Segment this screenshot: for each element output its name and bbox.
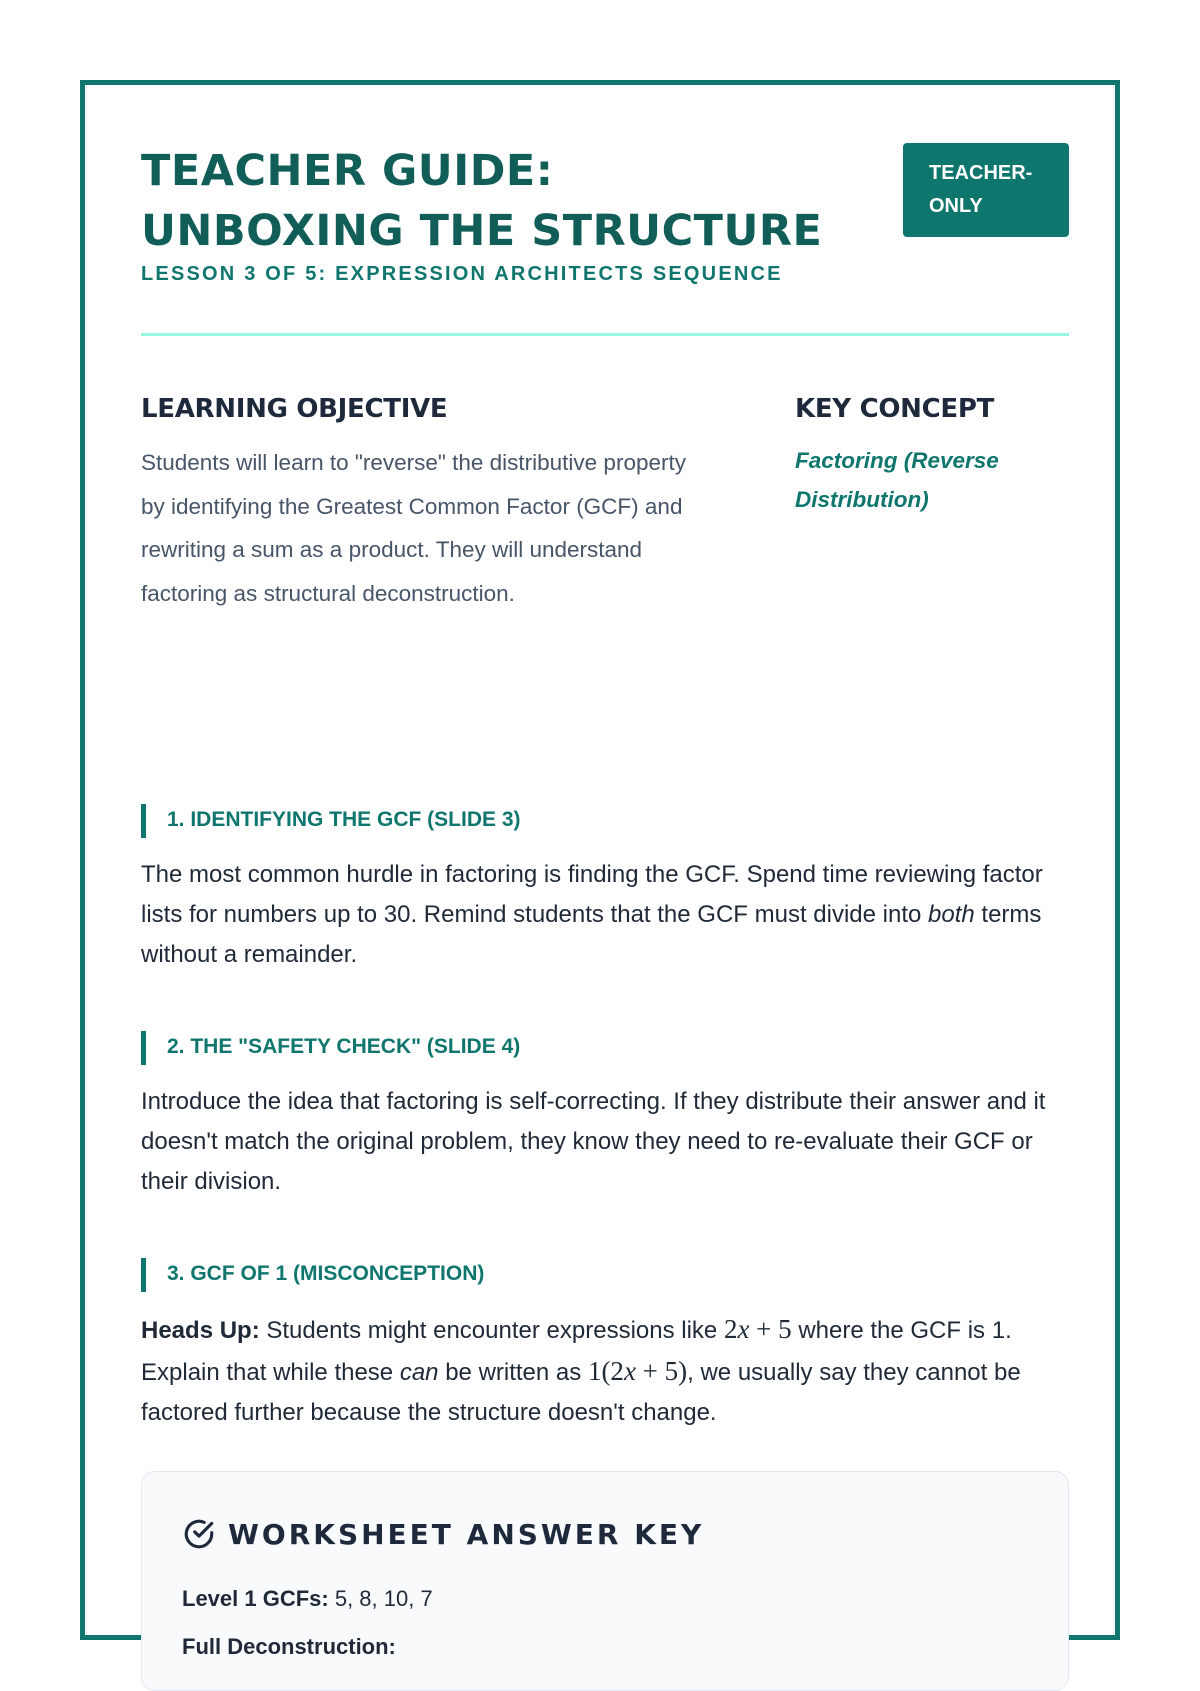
answer-key-title: WORKSHEET ANSWER KEY xyxy=(228,1517,705,1551)
math-expression-2x-plus-5 xyxy=(724,1314,792,1344)
section-identifying-gcf xyxy=(141,803,1069,975)
key-concept-text: Factoring (Reverse Distribution) xyxy=(795,448,999,512)
section-heading: 1. IDENTIFYING THE GCF (SLIDE 3) xyxy=(141,803,1069,837)
guide-header xyxy=(141,141,1069,291)
math-coefficient: 2 xyxy=(723,1314,738,1344)
full-deconstruction xyxy=(182,1632,396,1662)
heads-up-label: Heads Up: xyxy=(141,1317,260,1344)
section-text-part: where the GCF is 1. Explain that while these xyxy=(141,1317,1012,1386)
section-heading: 3. GCF OF 1 (MISCONCEPTION) xyxy=(141,1257,1069,1291)
section-emphasis: both xyxy=(928,901,975,928)
key-concept xyxy=(795,389,1069,519)
teacher-only-badge: TEACHER-ONLY xyxy=(903,143,1069,237)
section-text-part: , we usually say they cannot be factored further because the structure doesn't change. xyxy=(141,1359,1021,1426)
check-circle-icon xyxy=(182,1517,216,1551)
section-emphasis: can xyxy=(399,1359,439,1386)
title-line-2: UNBOXING THE STRUCTURE xyxy=(141,206,823,256)
learning-objective-heading: LEARNING OBJECTIVE xyxy=(141,394,448,424)
section-text-part: Students might encounter expressions like xyxy=(259,1317,724,1344)
guide-content xyxy=(141,141,1069,1659)
full-deconstruction-label: Full Deconstruction: xyxy=(182,1634,396,1659)
level1-gcfs xyxy=(182,1584,433,1614)
section-text xyxy=(141,1309,1069,1433)
key-concept-heading: KEY CONCEPT xyxy=(795,394,995,424)
section-gcf-of-one xyxy=(141,1257,1069,1433)
header-divider xyxy=(141,333,1069,336)
level1-value: 5, 8, 10, 7 xyxy=(328,1586,433,1611)
section-text-part: be written as xyxy=(438,1359,588,1386)
math-prefix: 1(2 xyxy=(587,1356,624,1386)
section-text-part: terms without a remainder. xyxy=(141,901,1042,968)
level1-label: Level 1 GCFs: xyxy=(182,1586,329,1611)
learning-objective-text: Students will learn to "reverse" the distributive property by identifying the Greatest Common Factor (GCF) and rewriting a sum as a product. They will understand factoring as structural deconstruction. xyxy=(141,450,686,606)
section-text xyxy=(141,855,1069,975)
math-variable: x xyxy=(623,1356,636,1386)
section-heading: 2. THE "SAFETY CHECK" (SLIDE 4) xyxy=(141,1030,1069,1064)
section-text-part: The most common hurdle in factoring is finding the GCF. Spend time reviewing factor lists for numbers up to 30. Remind students that the GCF must divide into xyxy=(141,861,1043,928)
lesson-subtitle: LESSON 3 OF 5: EXPRESSION ARCHITECTS SEQUENCE xyxy=(141,263,783,285)
section-safety-check xyxy=(141,1030,1069,1202)
math-rest: + 5 xyxy=(749,1314,792,1344)
math-suffix: + 5) xyxy=(635,1356,688,1386)
guide-card xyxy=(80,80,1120,1659)
section-text: Introduce the idea that factoring is self-correcting. If they distribute their answer and it doesn't match the original problem, they know they need to re-evaluate their GCF or their division. xyxy=(141,1088,1046,1195)
title-line-1: TEACHER GUIDE: xyxy=(141,146,554,196)
answer-key-box xyxy=(141,1471,1069,1691)
math-expression-factored xyxy=(588,1356,687,1386)
learning-objective xyxy=(141,389,711,615)
objective-concept-row xyxy=(141,389,1069,669)
answer-key-header xyxy=(182,1512,704,1556)
math-variable: x xyxy=(737,1314,750,1344)
